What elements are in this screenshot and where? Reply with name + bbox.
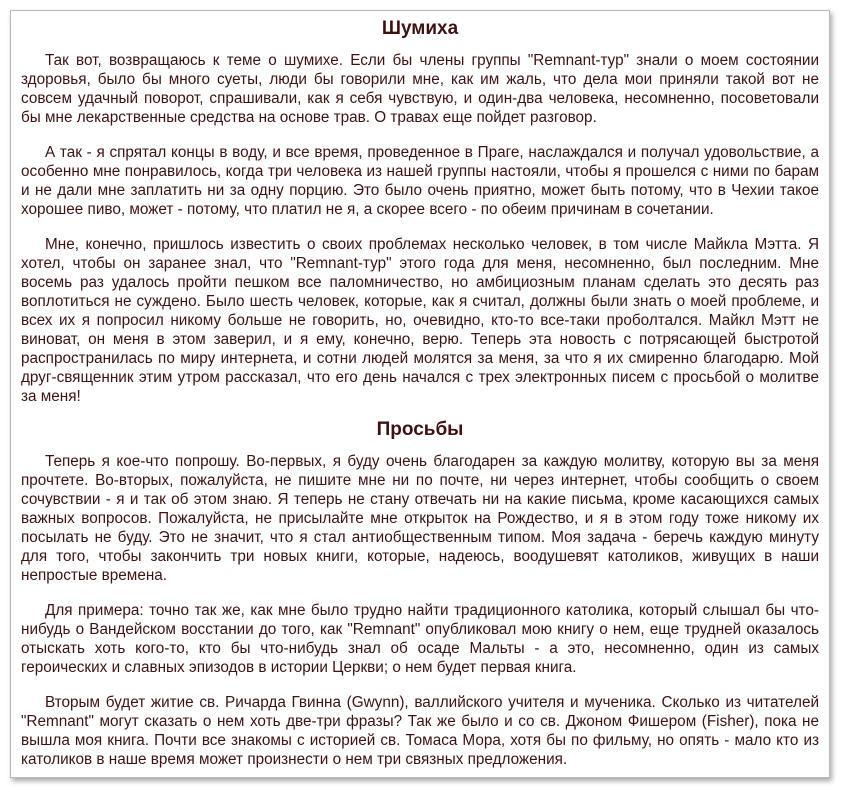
paragraph: Для примера: точно так же, как мне было трудно найти традиционного католика, который слышал бы что-нибудь о Вандейском восстании до того, как "Remnant" опубликовал мою книгу о нем, еще трудней оказалось отыскать хоть кого-то, кто бы что-нибудь знал об осаде Мальты - а это, несомненно, один из самых героических и славных эпизодов в истории Церкви; о нем будет первая книга. bbox=[21, 602, 819, 676]
section-title-shumikha: Шумиха bbox=[381, 18, 459, 39]
paragraph: Так вот, возвращаюсь к теме о шумихе. Если бы члены группы "Remnant-тур" знали о моем состоянии здоровья, было бы много суеты, люди бы говорили мне, как им жаль, что дела мои приняли такой вот не совсем удачный поворот, спрашивали, как я себя чувствую, и один-два человека, несомненно, посоветовали бы мне лекарственные средства на основе трав. О травах еще пойдет разговор. bbox=[21, 52, 819, 126]
paragraph: Теперь я кое-что попрошу. Во-первых, я буду очень благодарен за каждую молитву, которую вы за меня прочтете. Во-вторых, пожалуйста, не пишите мне ни по почте, ни через интернет, чтобы сообщить о своем сочувствии - я и так об этом знаю. Я теперь не стану отвечать ни на какие письма, кроме касающихся самых важных вопросов. Пожалуйста, не присылайте мне открыток на Рождество, и я в этом году тоже никому их посылать не буду. Это не значит, что я стал антиобщественным типом. Моя задача - беречь каждую минуту для того, чтобы закончить три новых книги, которые, надеюсь, воодушевят католиков, живущих в наши непростые времена. bbox=[21, 453, 819, 584]
article-frame bbox=[10, 10, 830, 778]
paragraph: Вторым будет житие св. Ричарда Гвинна (Gwynn), валлийского учителя и мученика. Сколько из читателей "Remnant" могут сказать о нем хоть две-три фразы? Так же было и со св. Джоном Фишером (Fisher), пока не вышла моя книга. Почти все знакомы с историей св. Томаса Мора, хотя бы по фильму, но опять - мало кто из католиков в наше время может произнести о нем три связных предложения. bbox=[21, 694, 819, 768]
section-title-prosby: Просьбы bbox=[376, 419, 464, 440]
paragraph: А так - я спрятал концы в воду, и все время, проведенное в Праге, наслаждался и получал удовольствие, а особенно мне понравилось, когда три человека из нашей группы настояли, чтобы я прошелся с ними по барам и не дали мне заплатить ни за одну порцию. Это было очень приятно, может быть потому, что в Чехии такое хорошее пиво, может - потому, что платил не я, а скорее всего - по обеим причинам в сочетании. bbox=[21, 144, 819, 218]
paragraph: Мне, конечно, пришлось известить о своих проблемах несколько человек, в том числе Майкла Мэтта. Я хотел, чтобы он заранее знал, что "Remnant-тур" этого года для меня, несомненно, был последним. Мне восемь раз удалось пройти пешком все паломничество, но амбициозным планам сделать это десять раз воплотиться не суждено. Было шесть человек, которые, как я считал, должны были знать о моей проблеме, и всех их я попросил никому больше не говорить, но, очевидно, кто-то все-таки проболтался. Майкл Мэтт не виноват, он меня в этом заверил, и я ему, конечно, верю. Теперь эта новость с потрясающей быстротой распространилась по миру интернета, и сотни людей молятся за меня, за что я их смиренно благодарю. Мой друг-священник этим утром рассказал, что его день начался с трех электронных писем с просьбой о молитве за меня! bbox=[21, 236, 819, 405]
